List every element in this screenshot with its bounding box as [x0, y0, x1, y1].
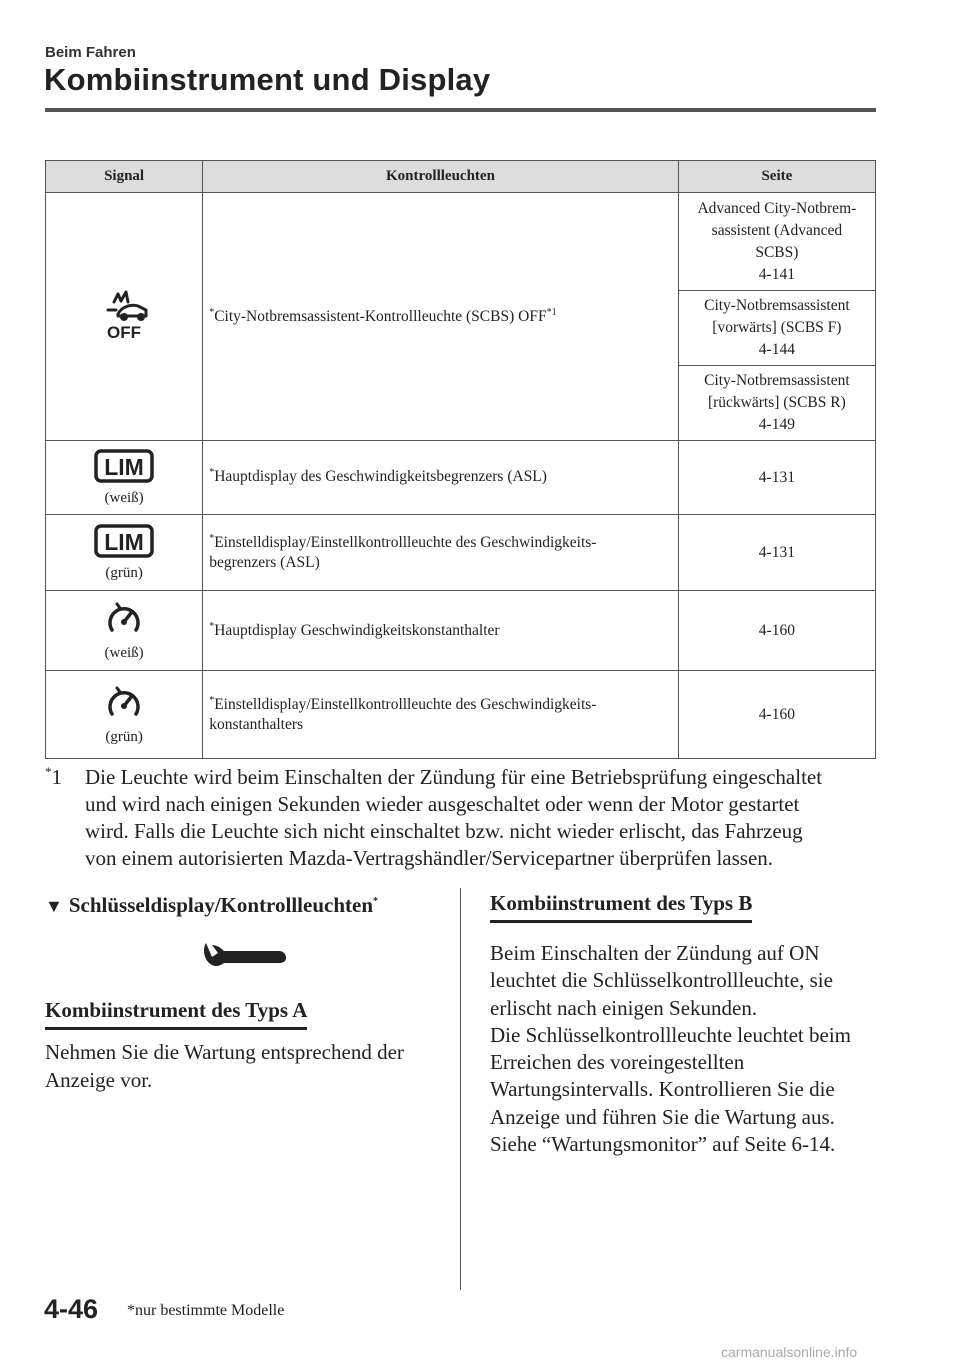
seite-cell: [678, 591, 875, 671]
description-text: Einstelldisplay/Einstellkontrollleuchte des Geschwindigkeits-: [214, 695, 597, 713]
cruise-control-icon: [104, 684, 144, 722]
section-heading: [45, 893, 378, 918]
seite-cell: [678, 366, 875, 441]
signal-cell: [46, 193, 203, 441]
model-star: *: [209, 532, 215, 544]
description-text: Hauptdisplay Geschwindigkeitskonstanthalter: [214, 621, 500, 639]
seite-line: [vorwärts] (SCBS F): [712, 319, 842, 336]
type-a-heading: Kombiinstrument des Typs A: [45, 998, 307, 1030]
page-title: Kombiinstrument und Display: [44, 62, 491, 97]
page-ref: 4-141: [758, 265, 795, 283]
table-row: [46, 591, 876, 671]
page-ref: 4-144: [758, 341, 795, 358]
page-number: 4-46: [44, 1294, 99, 1324]
model-star: *: [209, 694, 215, 706]
model-star: *: [209, 306, 215, 318]
footnote-line: von einem autorisierten Mazda-Vertragshändler/Servicepartner überprüfen lassen.: [85, 846, 774, 870]
description-cell: [203, 671, 679, 759]
table-row: [46, 671, 876, 759]
footnote-line: und wird nach einigen Sekunden wieder ausgeschaltet oder wenn der Motor gestartet: [85, 792, 800, 816]
page-ref: 4-160: [758, 621, 795, 639]
cruise-control-icon: [104, 600, 144, 638]
footnote-line: Die Leuchte wird beim Einschalten der Zündung für eine Betriebsprüfung eingeschaltet: [85, 765, 823, 789]
signal-cell: [46, 515, 203, 591]
footnote-line: wird. Falls die Leuchte sich nicht einschaltet bzw. nicht wieder erlischt, das Fahrzeug: [85, 819, 803, 843]
description-text: Hauptdisplay des Geschwindigkeitsbegrenzers (ASL): [214, 468, 547, 485]
seite-line: Advanced City-Notbrem-: [697, 199, 857, 217]
title-rule: [45, 108, 876, 112]
paragraph-line: leuchtet die Schlüsselkontrollleuchte, sie: [490, 968, 833, 993]
seite-line: SCBS): [755, 243, 799, 261]
seite-cell: [678, 291, 875, 366]
paragraph-line: Wartungsintervalls. Kontrollieren Sie die: [490, 1077, 835, 1102]
scbs-off-text: OFF: [107, 323, 142, 342]
svg-text:LIM: LIM: [104, 528, 144, 555]
section-heading-text: Schlüsseldisplay/Kontrollleuchten: [68, 893, 373, 917]
type-b-heading: Kombiinstrument des Typs B: [490, 891, 752, 923]
page-ref: 4-160: [758, 705, 795, 723]
model-star: *: [373, 896, 378, 907]
footer-note: *nur bestimmte Modelle: [127, 1302, 285, 1319]
lim-icon: [94, 524, 154, 558]
signal-cell: [46, 441, 203, 515]
page-ref: 4-149: [758, 416, 795, 433]
paragraph-line: Erreichen des voreingestellten: [490, 1050, 745, 1075]
table-row: [46, 515, 876, 591]
seite-cell: [678, 515, 875, 591]
table-row: [46, 441, 876, 515]
page-ref: 4-131: [758, 543, 795, 561]
paragraph-line: Die Schlüsselkontrollleuchte leuchtet beim: [490, 1022, 851, 1047]
footnote-ref: *1: [546, 306, 557, 318]
table-row: [46, 193, 876, 291]
seite-line: [rückwärts] (SCBS R): [707, 394, 846, 411]
paragraph-line: Anzeige vor.: [45, 1068, 153, 1092]
svg-text:LIM: LIM: [104, 453, 144, 480]
paragraph-line: Nehmen Sie die Wartung entsprechend der: [45, 1040, 404, 1064]
signal-label: (grün): [105, 564, 143, 581]
description-text: City-Notbremsassistent-Kontrollleuchte (SCBS) OFF: [214, 307, 547, 325]
type-a-text: [45, 1038, 445, 1094]
footnote-mark: *1: [45, 764, 62, 789]
lim-icon: [94, 449, 154, 483]
signal-cell: [46, 671, 203, 759]
description-cell: [203, 515, 679, 591]
description-cell: [203, 591, 679, 671]
seite-cell: [678, 193, 875, 291]
paragraph-line: Beim Einschalten der Zündung auf ON: [490, 941, 820, 965]
signal-label: (grün): [105, 728, 143, 745]
seite-line: City-Notbremsassistent: [704, 372, 850, 389]
signal-cell: [46, 591, 203, 671]
description-cell: [203, 193, 679, 441]
column-divider: [460, 888, 461, 1290]
description-text: begrenzers (ASL): [209, 553, 320, 571]
watermark: carmanualsonline.info: [721, 1344, 858, 1360]
paragraph-line: Siehe “Wartungsmonitor” auf Seite 6-14.: [490, 1132, 836, 1157]
signal-label: (weiß): [104, 489, 144, 506]
seite-line: sassistent (Advanced: [711, 221, 843, 239]
paragraph-line: erlischt nach einigen Sekunden.: [490, 995, 758, 1020]
section-label: Beim Fahren: [45, 44, 136, 61]
header-kontrollleuchten: Kontrollleuchten: [203, 161, 679, 193]
scbs-off-icon: [94, 286, 154, 342]
description-text: konstanthalters: [209, 715, 304, 733]
header-signal: Signal: [46, 161, 203, 193]
paragraph-line: Anzeige und führen Sie die Wartung aus.: [490, 1104, 835, 1129]
triangle-marker-icon: ▼: [45, 896, 63, 916]
seite-cell: [678, 441, 875, 515]
seite-line: City-Notbremsassistent: [704, 297, 850, 314]
header-seite: Seite: [678, 161, 875, 193]
seite-cell: [678, 671, 875, 759]
type-b-text: [490, 929, 890, 1158]
model-star: *: [209, 620, 215, 632]
description-text: Einstelldisplay/Einstellkontrollleuchte des Geschwindigkeits-: [214, 533, 597, 551]
wrench-icon: [200, 935, 290, 979]
table-header-row: [46, 161, 876, 193]
signal-label: (weiß): [104, 644, 144, 661]
model-star: *: [209, 466, 215, 478]
description-cell: [203, 441, 679, 515]
page-ref: 4-131: [758, 468, 795, 486]
signal-table: [45, 160, 876, 759]
